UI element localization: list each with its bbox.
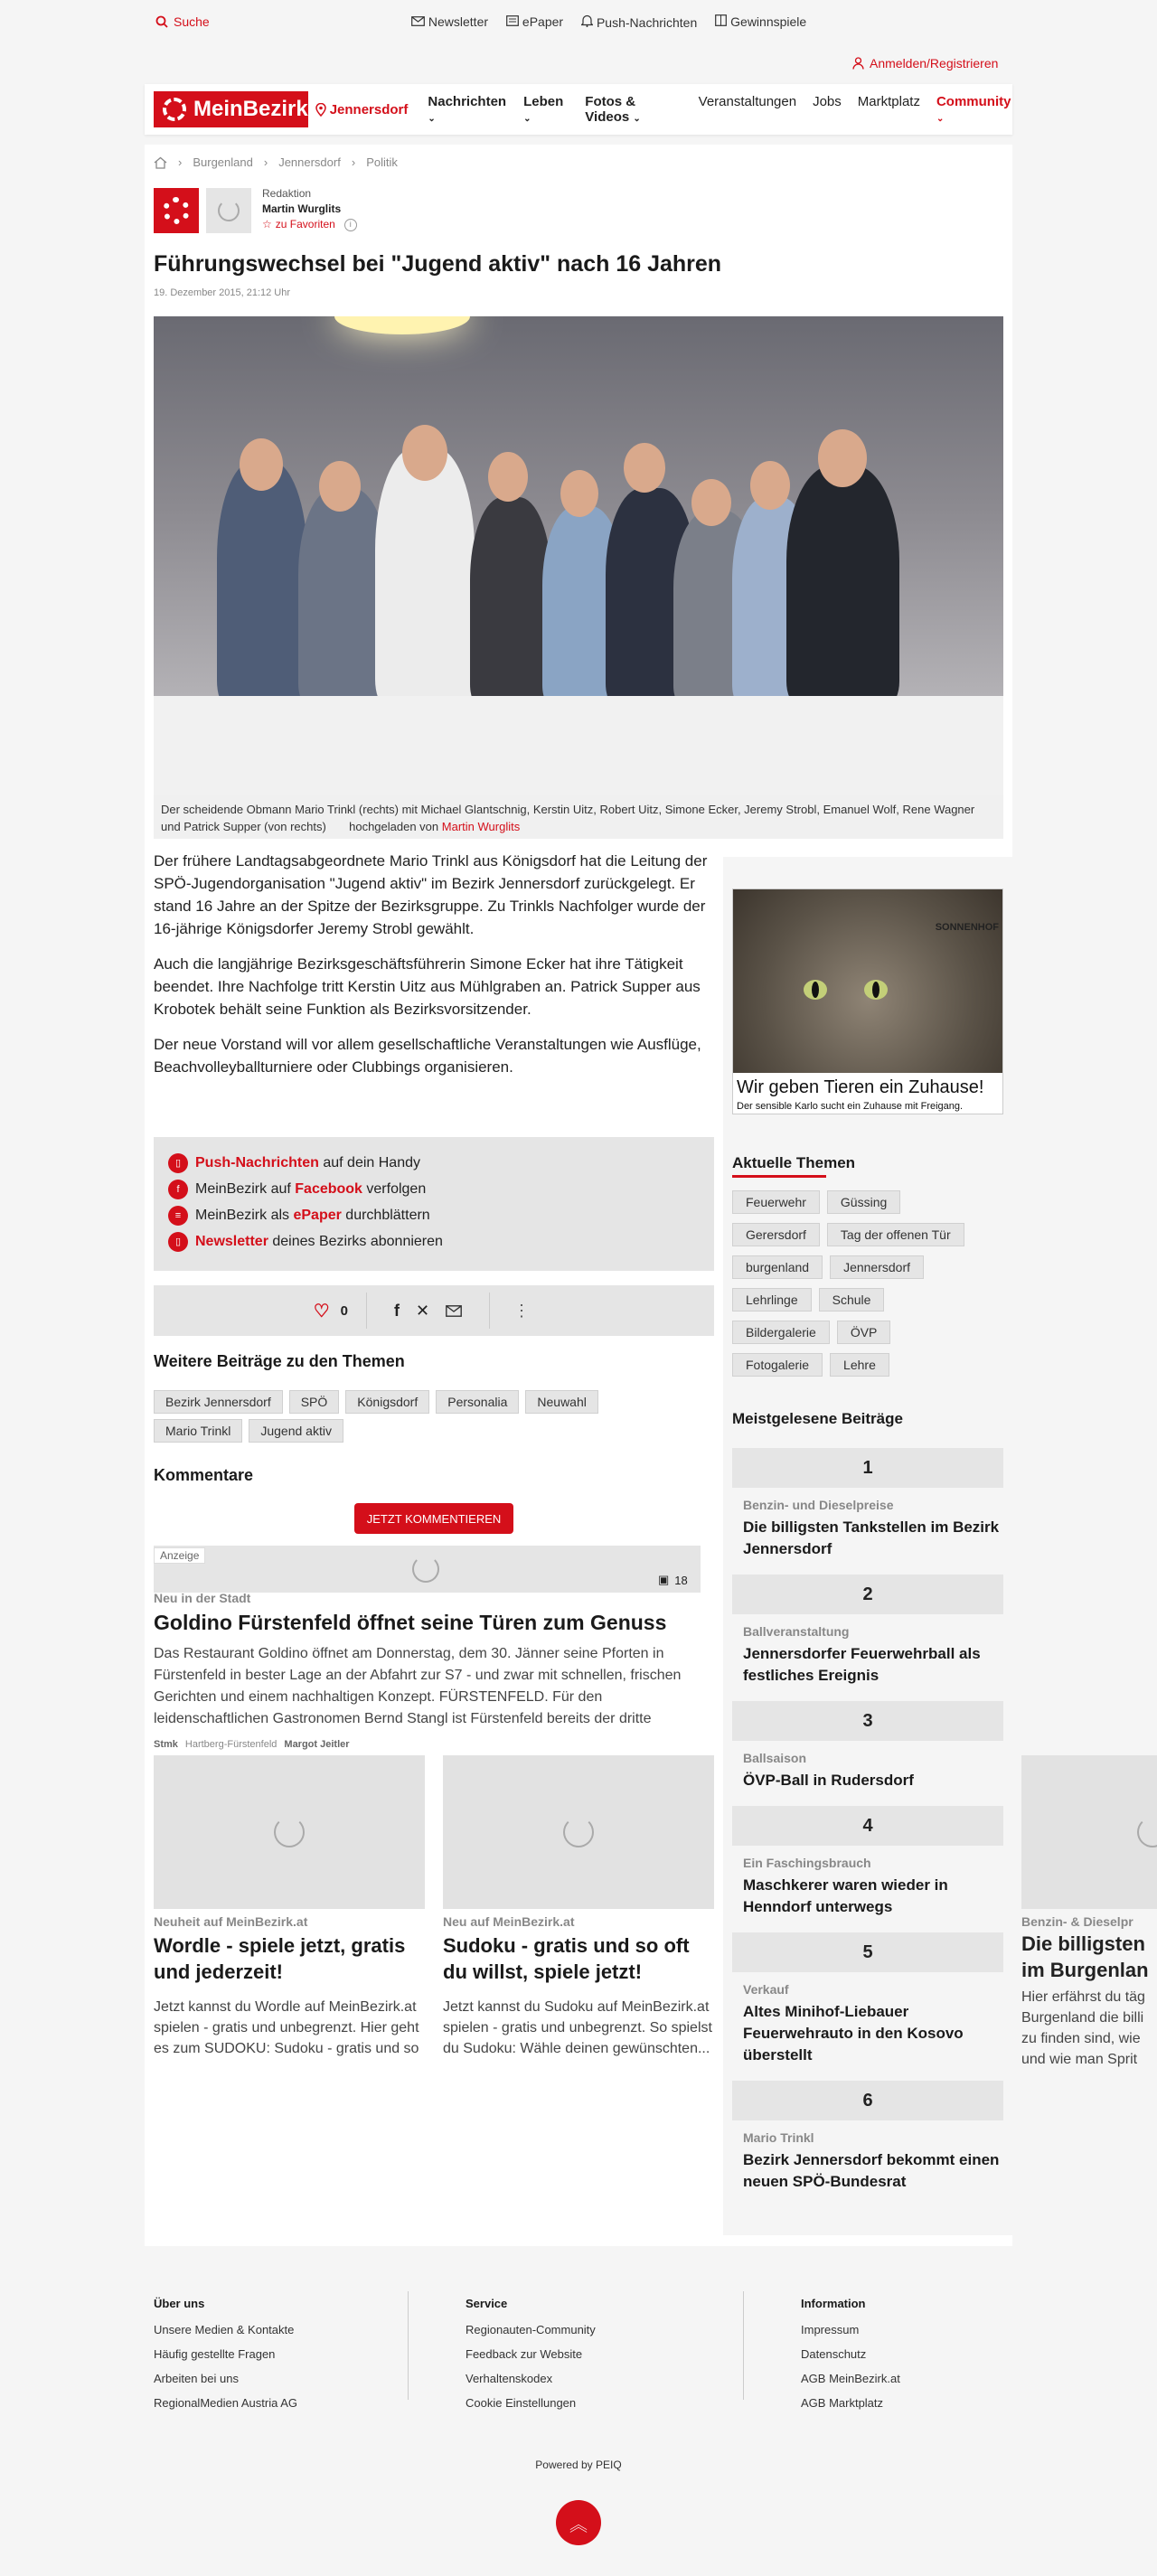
comments-title: Kommentare [154, 1466, 254, 1484]
footer-divider [408, 2291, 409, 2400]
footer-heading: Information [801, 2297, 866, 2310]
topic-tag[interactable]: Güssing [827, 1190, 900, 1214]
scroll-to-top-button[interactable] [556, 2500, 601, 2545]
rank-subtitle: Ballsaison [743, 1751, 807, 1765]
card-subtitle: Neuheit auf MeinBezirk.at [154, 1914, 308, 1929]
chevron-down-icon: ⌄ [633, 114, 641, 124]
star-icon: ☆ [262, 218, 272, 230]
nav-label: Leben [523, 94, 564, 109]
footer-link[interactable]: AGB Marktplatz [801, 2396, 884, 2410]
rank-title[interactable]: Die billigsten Tankstellen im Bezirk Jennersdorf [743, 1518, 1000, 1557]
loading-spinner-icon [412, 1556, 439, 1583]
rank-number: 1 [732, 1448, 1003, 1488]
promoted-author: Margot Jeitler [284, 1739, 350, 1750]
footer-link[interactable]: Datenschutz [801, 2347, 867, 2361]
rank-title[interactable]: ÖVP-Ball in Rudersdorf [743, 1772, 914, 1789]
promo-text: verfolgen [362, 1180, 427, 1197]
search-icon [155, 15, 168, 28]
person-head [691, 479, 731, 526]
rank-subtitle: Mario Trinkl [743, 2130, 814, 2145]
mail-icon: ▯ [168, 1232, 188, 1252]
footer-heading: Über uns [154, 2297, 205, 2310]
person-head [624, 443, 665, 493]
author-role: Redaktion [262, 187, 312, 200]
caption-uploader-link[interactable]: Martin Wurglits [441, 820, 521, 833]
card-subtitle: Neu auf MeinBezirk.at [443, 1914, 575, 1929]
page-title: Führungswechsel bei "Jugend aktiv" nach 16 Jahren [154, 251, 722, 277]
rank-number: 6 [732, 2081, 1003, 2120]
main-nav [145, 84, 1012, 135]
like-count: 0 [340, 1302, 348, 1319]
article-paragraph: Der neue Vorstand will vor allem gesellschaftliche Veranstaltungen wie Ausflüge, Beachvolleyballturniere oder Clubbings organisieren. [154, 1036, 701, 1076]
newsletter-link[interactable] [411, 14, 488, 30]
gewinnspiele-label: Gewinnspiele [730, 14, 807, 29]
login-link[interactable] [852, 56, 1148, 71]
newspaper-icon: ≡ [168, 1206, 188, 1226]
breadcrumb-item[interactable]: Politik [366, 155, 398, 169]
rank-title[interactable]: Altes Minihof-Liebauer Feuerwehrauto in den Kosovo überstellt [743, 2003, 964, 2064]
gallery-count [658, 1573, 688, 1587]
cat-eye [864, 980, 888, 1000]
topic-tags [154, 1390, 660, 1443]
facebook-icon[interactable]: f [393, 1301, 400, 1320]
rank-subtitle: Verkauf [743, 1982, 789, 1997]
like-button[interactable] [154, 1300, 366, 1322]
more-options-icon[interactable]: ⋮ [513, 1301, 530, 1320]
person-figure [217, 461, 307, 705]
rank-number: 4 [732, 1806, 1003, 1846]
nav-item-leben[interactable] [523, 94, 569, 125]
breadcrumb [154, 155, 398, 169]
card-image[interactable] [1021, 1755, 1157, 1909]
nav-label: Nachrichten [428, 94, 507, 109]
nav-item-fotos-videos[interactable] [585, 94, 682, 125]
promo-highlight: Facebook [295, 1180, 362, 1197]
powered-by[interactable]: Powered by PEIQ [535, 2458, 622, 2471]
topic-tag[interactable]: Jugend aktiv [249, 1419, 343, 1443]
nav-label: Fotos & Videos [585, 94, 636, 125]
cat-photo [733, 889, 1003, 1073]
footer-divider [743, 2291, 744, 2400]
person-head [560, 470, 598, 517]
cat-pupil [872, 982, 880, 998]
person-head [488, 452, 528, 502]
person-head [240, 438, 283, 491]
topic-tag[interactable]: burgenland [732, 1255, 823, 1279]
location-label: Jennersdorf [329, 101, 409, 118]
favorite-label: zu Favoriten [275, 218, 335, 230]
current-topic-tags [732, 1190, 985, 1377]
gewinnspiele-link[interactable] [715, 14, 806, 30]
card-image[interactable] [443, 1755, 714, 1909]
nav-label: Veranstaltungen [698, 94, 797, 109]
promo-text: deines Bezirks abonnieren [268, 1233, 443, 1249]
card-image[interactable] [154, 1755, 425, 1909]
mail-icon[interactable] [446, 1305, 462, 1317]
promoted-region: Stmk [154, 1739, 178, 1750]
topic-tag[interactable]: Lehrlinge [732, 1288, 812, 1312]
chevron-down-icon: ⌄ [523, 114, 531, 124]
article-paragraph: Auch die langjährige Bezirksgeschäftsführerin Simone Ecker hat ihre Tätigkeit beendet. Ihre Nachfolge tritt Kerstin Uitz aus Mühlgraben an. Patrick Supper aus Krobotek behält seine Funktion als Bezirksvorsitzender. [154, 955, 701, 1018]
promoted-meta [154, 1739, 350, 1750]
mail-icon [411, 16, 425, 26]
most-read-title: Meistgelesene Beiträge [732, 1410, 903, 1427]
footer-link[interactable]: Regionauten-Community [466, 2323, 596, 2336]
promo-highlight: ePaper [293, 1207, 342, 1223]
card-text [1021, 1987, 1145, 2070]
footer-link[interactable]: Cookie Einstellungen [466, 2396, 577, 2410]
topic-tag[interactable]: Gerersdorf [732, 1223, 820, 1246]
ad-brand: SONNENHOF [935, 922, 999, 933]
topics-title: Weitere Beiträge zu den Themen [154, 1352, 405, 1370]
newspaper-icon [506, 15, 519, 26]
promo-push[interactable] [168, 1150, 700, 1176]
card-title[interactable]: Sudoku - gratis und so oft du willst, spiele jetzt! [443, 1934, 690, 1983]
gallery-count-value: 18 [674, 1573, 688, 1587]
chevron-down-icon: ⌄ [936, 114, 945, 124]
x-icon[interactable]: ✕ [415, 1301, 430, 1320]
lamp-decor [334, 316, 470, 334]
topic-tag[interactable]: SPÖ [289, 1390, 340, 1414]
footer-column-about [154, 2291, 297, 2415]
card-text-line: und wie man Sprit [1021, 2052, 1138, 2067]
top-bar [145, 0, 1012, 43]
chevron-right-icon: › [178, 155, 183, 169]
promo-highlight: Newsletter [195, 1233, 268, 1249]
footer-link[interactable]: Arbeiten bei uns [154, 2372, 239, 2385]
location-selector[interactable] [315, 102, 409, 118]
table-decor [154, 696, 1003, 795]
search-link[interactable] [155, 14, 210, 29]
meinbezirk-logo[interactable] [154, 91, 308, 127]
topic-tag[interactable]: Bezirk Jennersdorf [154, 1390, 283, 1414]
title-underline [732, 1175, 826, 1178]
footer-link[interactable]: RegionalMedien Austria AG [154, 2396, 297, 2410]
sidebar-ad[interactable] [732, 888, 1003, 1114]
chevron-right-icon: › [351, 155, 356, 169]
card-text: Jetzt kannst du Wordle auf MeinBezirk.at spielen - gratis und unbegrenzt. Hier geht es zum SUDOKU: Sudoku - gratis und so [154, 1999, 419, 2056]
nav-items [428, 94, 1012, 125]
card-title[interactable]: Wordle - spiele jetzt, gratis und jederzeit! [154, 1934, 406, 1983]
card-text: Jetzt kannst du Sudoku auf MeinBezirk.at spielen - gratis und unbegrenzt. So spielst du Sudoku: Wähle deinen gewünschten... [443, 1999, 712, 2056]
topic-tag[interactable]: Feuerwehr [732, 1190, 820, 1214]
newsletter-label: Newsletter [428, 14, 489, 29]
chevron-right-icon: › [263, 155, 268, 169]
topic-tag[interactable]: Neuwahl [525, 1390, 597, 1414]
avatar[interactable] [206, 188, 251, 233]
topic-tag[interactable]: ÖVP [837, 1321, 891, 1344]
current-topics-title: Aktuelle Themen [732, 1154, 856, 1171]
promoted-location: Hartberg-Fürstenfeld [184, 1739, 277, 1750]
promoted-subtitle: Neu in der Stadt [154, 1591, 251, 1605]
promo-text: MeinBezirk als [195, 1207, 294, 1223]
promoted-title[interactable]: Goldino Fürstenfeld öffnet seine Türen zum Genuss [154, 1611, 667, 1634]
promoted-text: Das Restaurant Goldino öffnet am Donnerstag, dem 30. Jänner seine Pforten in Fürstenfeld in bester Lage an der Abfahrt zur S7 - und zwar mit schnellen, frischen Gerichten und einem nachhaltigen Konzept. FÜRSTENFELD. Für den leidenschaftlichen Gastronomen Bernd Stangl ist Fürstenfeld bereits der dritte [154, 1646, 682, 1726]
top-links [411, 14, 806, 30]
person-figure [375, 447, 475, 705]
person-figure [786, 465, 899, 705]
author-box [154, 188, 357, 233]
comment-button[interactable]: JETZT KOMMENTIEREN [354, 1503, 513, 1534]
breadcrumb-item[interactable]: Jennersdorf [278, 155, 341, 169]
rank-number: 3 [732, 1701, 1003, 1741]
facebook-icon: f [168, 1180, 188, 1199]
ad-label: Anzeige [154, 1547, 205, 1564]
nav-item-veranstaltungen[interactable] [699, 94, 796, 125]
gift-icon [715, 14, 727, 26]
nav-label: Community [936, 94, 1011, 109]
epaper-label: ePaper [522, 14, 564, 29]
topic-tag[interactable]: Fotogalerie [732, 1353, 823, 1377]
login-label: Anmelden/Registrieren [870, 56, 999, 71]
author-info [262, 186, 357, 233]
topic-tag[interactable]: Lehre [830, 1353, 889, 1377]
rank-subtitle: Ein Faschingsbrauch [743, 1856, 871, 1870]
card-title-line: Die billigsten [1021, 1932, 1145, 1955]
share-bar [154, 1285, 714, 1336]
article-body [154, 850, 714, 1091]
search-label: Suche [174, 14, 210, 29]
ad-subline: Der sensible Karlo sucht ein Zuhause mit Freigang. [737, 1101, 964, 1112]
user-icon [852, 57, 864, 70]
logo-mark-icon [163, 197, 190, 224]
article-date: 19. Dezember 2015, 21:12 Uhr [154, 287, 291, 298]
footer-column-service [466, 2291, 596, 2415]
nav-item-marktplatz[interactable] [858, 94, 920, 125]
promo-highlight: Push-Nachrichten [195, 1154, 319, 1170]
footer-link[interactable]: AGB MeinBezirk.at [801, 2372, 900, 2385]
nav-label: Jobs [813, 94, 842, 109]
rank-subtitle: Benzin- und Dieselpreise [743, 1498, 894, 1512]
card-subtitle: Benzin- & Dieselpr [1021, 1914, 1133, 1929]
loading-spinner-icon [1137, 1817, 1157, 1847]
caption-text: Der scheidende Obmann Mario Trinkl (rechts) mit Michael Glantschnig, Kerstin Uitz, Robert Uitz, Simone Ecker, Jeremy Strobl, Emanuel Wolf, Rene Wagner und Patrick Supper (von rechts) [161, 803, 975, 833]
heart-icon: ♡ [313, 1301, 330, 1321]
card-text-line: Hier erfährst du täg [1021, 1989, 1145, 2005]
phone-icon: ▯ [168, 1153, 188, 1173]
person-head [750, 461, 790, 510]
footer-link[interactable]: Häufig gestellte Fragen [154, 2347, 276, 2361]
nav-item-community[interactable] [936, 94, 1012, 125]
rank-title[interactable]: Jennersdorfer Feuerwehrball als festliches Ereignis [743, 1645, 981, 1684]
promo-epaper[interactable] [168, 1202, 700, 1228]
logo-text: MeinBezirk [193, 97, 308, 121]
breadcrumb-item[interactable]: Burgenland [193, 155, 253, 169]
caption-uploaded-label: hochgeladen von [349, 820, 439, 833]
promo-newsletter[interactable] [168, 1228, 700, 1255]
footer-link[interactable]: Verhaltenskodex [466, 2372, 553, 2385]
promo-text: MeinBezirk auf [195, 1180, 296, 1197]
info-icon[interactable]: i [344, 219, 357, 231]
promo-facebook[interactable] [168, 1176, 700, 1202]
push-link[interactable] [581, 14, 697, 30]
footer-link[interactable]: Unsere Medien & Kontakte [154, 2323, 295, 2336]
rank-title[interactable]: Bezirk Jennersdorf bekommt einen neuen SPÖ-Bundesrat [743, 2151, 1000, 2190]
card-text-line: Burgenland die billi [1021, 2010, 1144, 2026]
nav-label: Marktplatz [857, 94, 920, 109]
nav-item-nachrichten[interactable] [428, 94, 507, 125]
rank-number: 5 [732, 1932, 1003, 1972]
person-head [402, 425, 447, 481]
favorite-button[interactable] [262, 217, 357, 232]
rank-subtitle: Ballveranstaltung [743, 1624, 850, 1639]
person-head [319, 461, 361, 512]
loading-spinner-icon [274, 1817, 305, 1847]
topic-tag[interactable]: Personalia [436, 1390, 519, 1414]
image-icon: ▣ [658, 1573, 670, 1586]
topic-tag[interactable]: Bildergalerie [732, 1321, 830, 1344]
card-title-line: im Burgenlan [1021, 1959, 1149, 1981]
nav-item-jobs[interactable] [813, 94, 842, 125]
footer-column-information [801, 2291, 900, 2415]
article-paragraph: Der frühere Landtagsabgeordnete Mario Trinkl aus Königsdorf hat die Leitung der SPÖ-Jugendorganisation "Jugend aktiv" im Bezirk Jennersdorf zurückgelegt. Er stand 16 Jahre an der Spitze der Bezirksgruppe. Zu Trinkls Nachfolger wurde der 16-jährige Königsdorfer Jeremy Strobl gewählt. [154, 852, 708, 937]
promo-box [154, 1137, 714, 1271]
promo-text: auf dein Handy [318, 1154, 420, 1170]
loading-spinner-icon [218, 200, 240, 221]
logo-mark-icon [163, 98, 186, 121]
promo-text: durchblättern [341, 1207, 430, 1223]
footer-link[interactable]: Impressum [801, 2323, 860, 2336]
author-name[interactable]: Martin Wurglits [262, 202, 342, 215]
topic-tag[interactable]: Mario Trinkl [154, 1419, 242, 1443]
person-head [818, 429, 867, 487]
article-photo[interactable] [154, 316, 1003, 795]
person-figure [470, 497, 551, 705]
rank-title[interactable]: Maschkerer waren wieder in Henndorf unterwegs [743, 1876, 948, 1915]
ad-headline: Wir geben Tieren ein Zuhause! [737, 1077, 984, 1097]
topic-tag[interactable]: Königsdorf [345, 1390, 429, 1414]
cat-pupil [812, 982, 819, 998]
cat-eye [804, 980, 827, 1000]
footer-heading: Service [466, 2297, 508, 2310]
double-chevron-up-icon: ︽ [569, 2515, 588, 2535]
photo-caption [154, 795, 1003, 839]
loading-spinner-icon [563, 1817, 594, 1847]
rank-number: 2 [732, 1575, 1003, 1614]
bell-icon [581, 14, 593, 27]
card-title[interactable] [1021, 1931, 1149, 1983]
share-buttons [367, 1302, 489, 1321]
topic-tag[interactable]: Jennersdorf [830, 1255, 924, 1279]
card-text-line: zu finden sind, wie [1021, 2031, 1141, 2046]
location-pin-icon [315, 103, 326, 117]
push-label: Push-Nachrichten [596, 14, 698, 30]
chevron-down-icon: ⌄ [428, 114, 436, 124]
footer-link[interactable]: Feedback zur Website [466, 2347, 583, 2361]
publisher-logo[interactable] [154, 188, 199, 233]
epaper-link[interactable] [506, 14, 563, 30]
topic-tag[interactable]: Tag der offenen Tür [827, 1223, 964, 1246]
topic-tag[interactable]: Schule [819, 1288, 885, 1312]
home-icon[interactable] [154, 156, 167, 169]
